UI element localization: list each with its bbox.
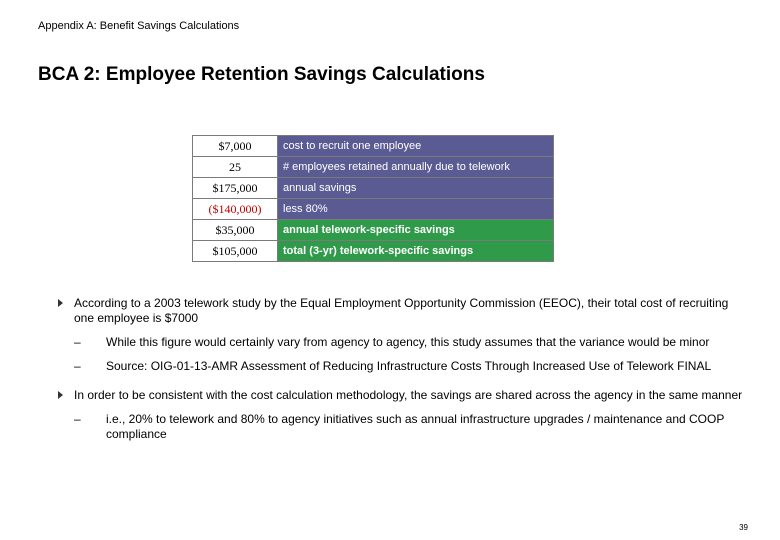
- sub-bullet-item: [74, 359, 748, 374]
- cell-label: cost to recruit one employee: [278, 136, 554, 157]
- cell-label: # employees retained annually due to telework: [278, 157, 554, 178]
- triangle-bullet-icon: [58, 299, 63, 307]
- table-row: [193, 241, 554, 262]
- cell-value: $35,000: [193, 220, 278, 241]
- triangle-bullet-icon: [58, 391, 63, 399]
- bullet-item: [58, 388, 748, 442]
- cell-value: $105,000: [193, 241, 278, 262]
- dash-marker: –: [74, 359, 81, 373]
- dash-marker: –: [74, 335, 81, 349]
- cell-value: 25: [193, 157, 278, 178]
- sub-bullet-text: i.e., 20% to telework and 80% to agency initiatives such as annual infrastructure upgrades / maintenance and COOP compliance: [106, 412, 725, 441]
- page-number: 39: [739, 523, 748, 532]
- table-row: [193, 136, 554, 157]
- bullet-item: [58, 296, 748, 374]
- table-row: [193, 199, 554, 220]
- sub-bullet-item: [74, 335, 748, 350]
- cell-value: $7,000: [193, 136, 278, 157]
- bullet-list: [58, 296, 748, 452]
- savings-table: [192, 135, 554, 262]
- sub-bullet-item: [74, 412, 748, 442]
- sub-bullet-text: Source: OIG-01-13-AMR Assessment of Reducing Infrastructure Costs Through Increased Use of Telework FINAL: [106, 359, 712, 373]
- cell-value-negative: ($140,000): [193, 199, 278, 220]
- cell-label: total (3-yr) telework-specific savings: [278, 241, 554, 262]
- table-row: [193, 220, 554, 241]
- appendix-header: Appendix A: Benefit Savings Calculations: [38, 20, 240, 32]
- cell-label: annual telework-specific savings: [278, 220, 554, 241]
- sub-bullet-text: While this figure would certainly vary from agency to agency, this study assumes that the variance would be minor: [106, 335, 710, 349]
- cell-label: annual savings: [278, 178, 554, 199]
- cell-value: $175,000: [193, 178, 278, 199]
- dash-marker: –: [74, 412, 81, 426]
- cell-label: less 80%: [278, 199, 554, 220]
- table-row: [193, 178, 554, 199]
- bullet-text: According to a 2003 telework study by the Equal Employment Opportunity Commission (EEOC), their total cost of recruiting one employee is $7000: [74, 296, 729, 325]
- page-title: BCA 2: Employee Retention Savings Calculations: [38, 64, 485, 85]
- table-row: [193, 157, 554, 178]
- bullet-text: In order to be consistent with the cost calculation methodology, the savings are shared across the agency in the same manner: [74, 388, 743, 402]
